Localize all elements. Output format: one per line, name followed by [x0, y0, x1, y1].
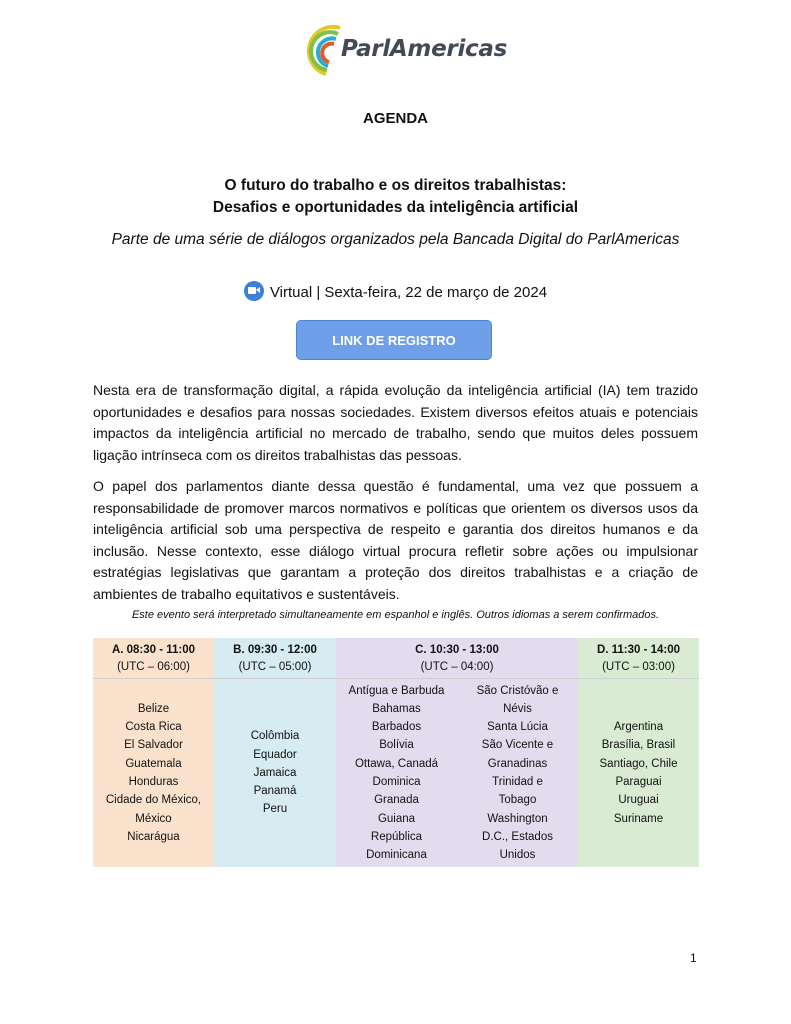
country-item: Argentina	[613, 721, 664, 734]
schedule-table	[93, 638, 699, 867]
country-item: Bahamas	[372, 702, 421, 715]
schedule-header-d	[578, 638, 699, 679]
schedule-countries-row	[93, 679, 699, 868]
country-item: Barbados	[371, 721, 422, 734]
country-item: Ottawa, Canadá	[354, 757, 439, 770]
register-link-button[interactable]: LINK DE REGISTRO	[296, 320, 492, 360]
video-camera-icon	[244, 281, 264, 301]
country-item: Névis	[503, 702, 532, 715]
country-item: Brasília, Brasil	[601, 739, 676, 752]
slot-utc: (UTC – 06:00)	[117, 661, 190, 673]
country-item: Colômbia	[250, 730, 300, 743]
slot-label: A. 08:30 - 11:00	[111, 644, 196, 656]
country-item: Trinidad e	[492, 776, 543, 788]
page-number: 1	[690, 951, 697, 965]
country-item: Paraguai	[615, 776, 662, 788]
schedule-header-row	[93, 638, 699, 679]
country-item: D.C., Estados	[482, 830, 553, 843]
slot-label: B. 09:30 - 12:00	[233, 644, 317, 656]
country-item: Suriname	[613, 812, 664, 825]
country-item: Bolívia	[379, 739, 414, 752]
country-item: República	[370, 830, 423, 843]
countries-cell-b	[214, 679, 336, 868]
logo-wordmark: ParlAmericas	[341, 36, 507, 62]
slot-label: D. 11:30 - 14:00	[596, 644, 681, 656]
country-item: São Cristóvão e	[476, 684, 559, 697]
event-date-text: Virtual | Sexta-feira, 22 de março de 2024	[269, 284, 548, 301]
country-item: Unidos	[499, 849, 536, 862]
schedule-header-b	[214, 638, 336, 679]
country-item: Granadinas	[487, 757, 548, 770]
country-item: Belize	[137, 702, 170, 715]
interpretation-note: Este evento será interpretado simultaneamente em espanhol e inglês. Outros idiomas a serem confirmados.	[131, 609, 660, 621]
event-info	[0, 281, 791, 301]
country-item: Costa Rica	[125, 721, 182, 734]
country-item: Cidade do México,	[105, 794, 202, 807]
country-item: Panamá	[253, 785, 297, 798]
country-item: Jamaica	[253, 766, 297, 779]
slot-utc: (UTC – 03:00)	[602, 661, 675, 673]
country-item: Washington	[487, 812, 548, 825]
country-item: Granada	[374, 794, 419, 807]
country-item: Honduras	[128, 776, 179, 788]
slot-utc: (UTC – 05:00)	[238, 661, 312, 673]
country-item: Equador	[253, 748, 297, 761]
country-item: Dominicana	[366, 849, 427, 862]
country-item: Tobago	[498, 794, 537, 807]
countries-cell-c1	[336, 679, 457, 868]
country-item: Santa Lúcia	[487, 721, 548, 734]
country-item: São Vicente e	[481, 739, 554, 752]
country-item: Santiago, Chile	[599, 757, 678, 770]
event-title-line2: Desafios e oportunidades da inteligência artificial	[212, 199, 579, 216]
agenda-heading: AGENDA	[362, 110, 428, 127]
countries-cell-c2	[457, 679, 578, 868]
countries-cell-d	[578, 679, 699, 868]
event-subtitle: Parte de uma série de diálogos organizados pela Bancada Digital do ParlAmericas	[111, 231, 680, 248]
slot-label: C. 10:30 - 13:00	[415, 644, 499, 656]
country-item: Peru	[262, 803, 288, 816]
event-title	[0, 175, 791, 219]
country-item: Guatemala	[125, 757, 182, 770]
country-item: Antígua e Barbuda	[348, 684, 445, 697]
context-paragraph: O papel dos parlamentos diante dessa questão é fundamental, uma vez que possuem a responsabilidade de promover marcos normativos e políticas que orientem os diversos usos da inteligência artificial sob uma perspectiva de respeito e garantia dos direitos humanos e da inclusão. Nesse contexto, esse diálogo virtual procura refletir sobre ações ou impulsionar estratégias legislativas que garantam a proteção dos direitos trabalhistas e a criação de ambientes de trabalho equitativos e sustentáveis.	[93, 478, 698, 602]
event-title-line1: O futuro do trabalho e os direitos trabalhistas:	[224, 177, 567, 194]
country-item: Uruguai	[618, 794, 659, 807]
country-item: Nicarágua	[127, 830, 180, 843]
intro-paragraph: Nesta era de transformação digital, a rápida evolução da inteligência artificial (IA) tem trazido oportunidades e desafios para nossas sociedades. Existem diversos efeitos atuais e potenciais impactos da inteligência artificial no mercado de trabalho, sendo que muitos deles possuem ligação intrínseca com os direitos trabalhistas das pessoas.	[93, 382, 698, 463]
slot-utc: (UTC – 04:00)	[420, 661, 494, 673]
country-item: Dominica	[372, 776, 421, 788]
schedule-header-c	[336, 638, 578, 679]
country-item: El Salvador	[124, 739, 183, 752]
schedule-header-a	[93, 638, 214, 679]
countries-cell-a	[93, 679, 214, 868]
country-item: México	[135, 812, 172, 825]
country-item: Guiana	[377, 812, 416, 825]
